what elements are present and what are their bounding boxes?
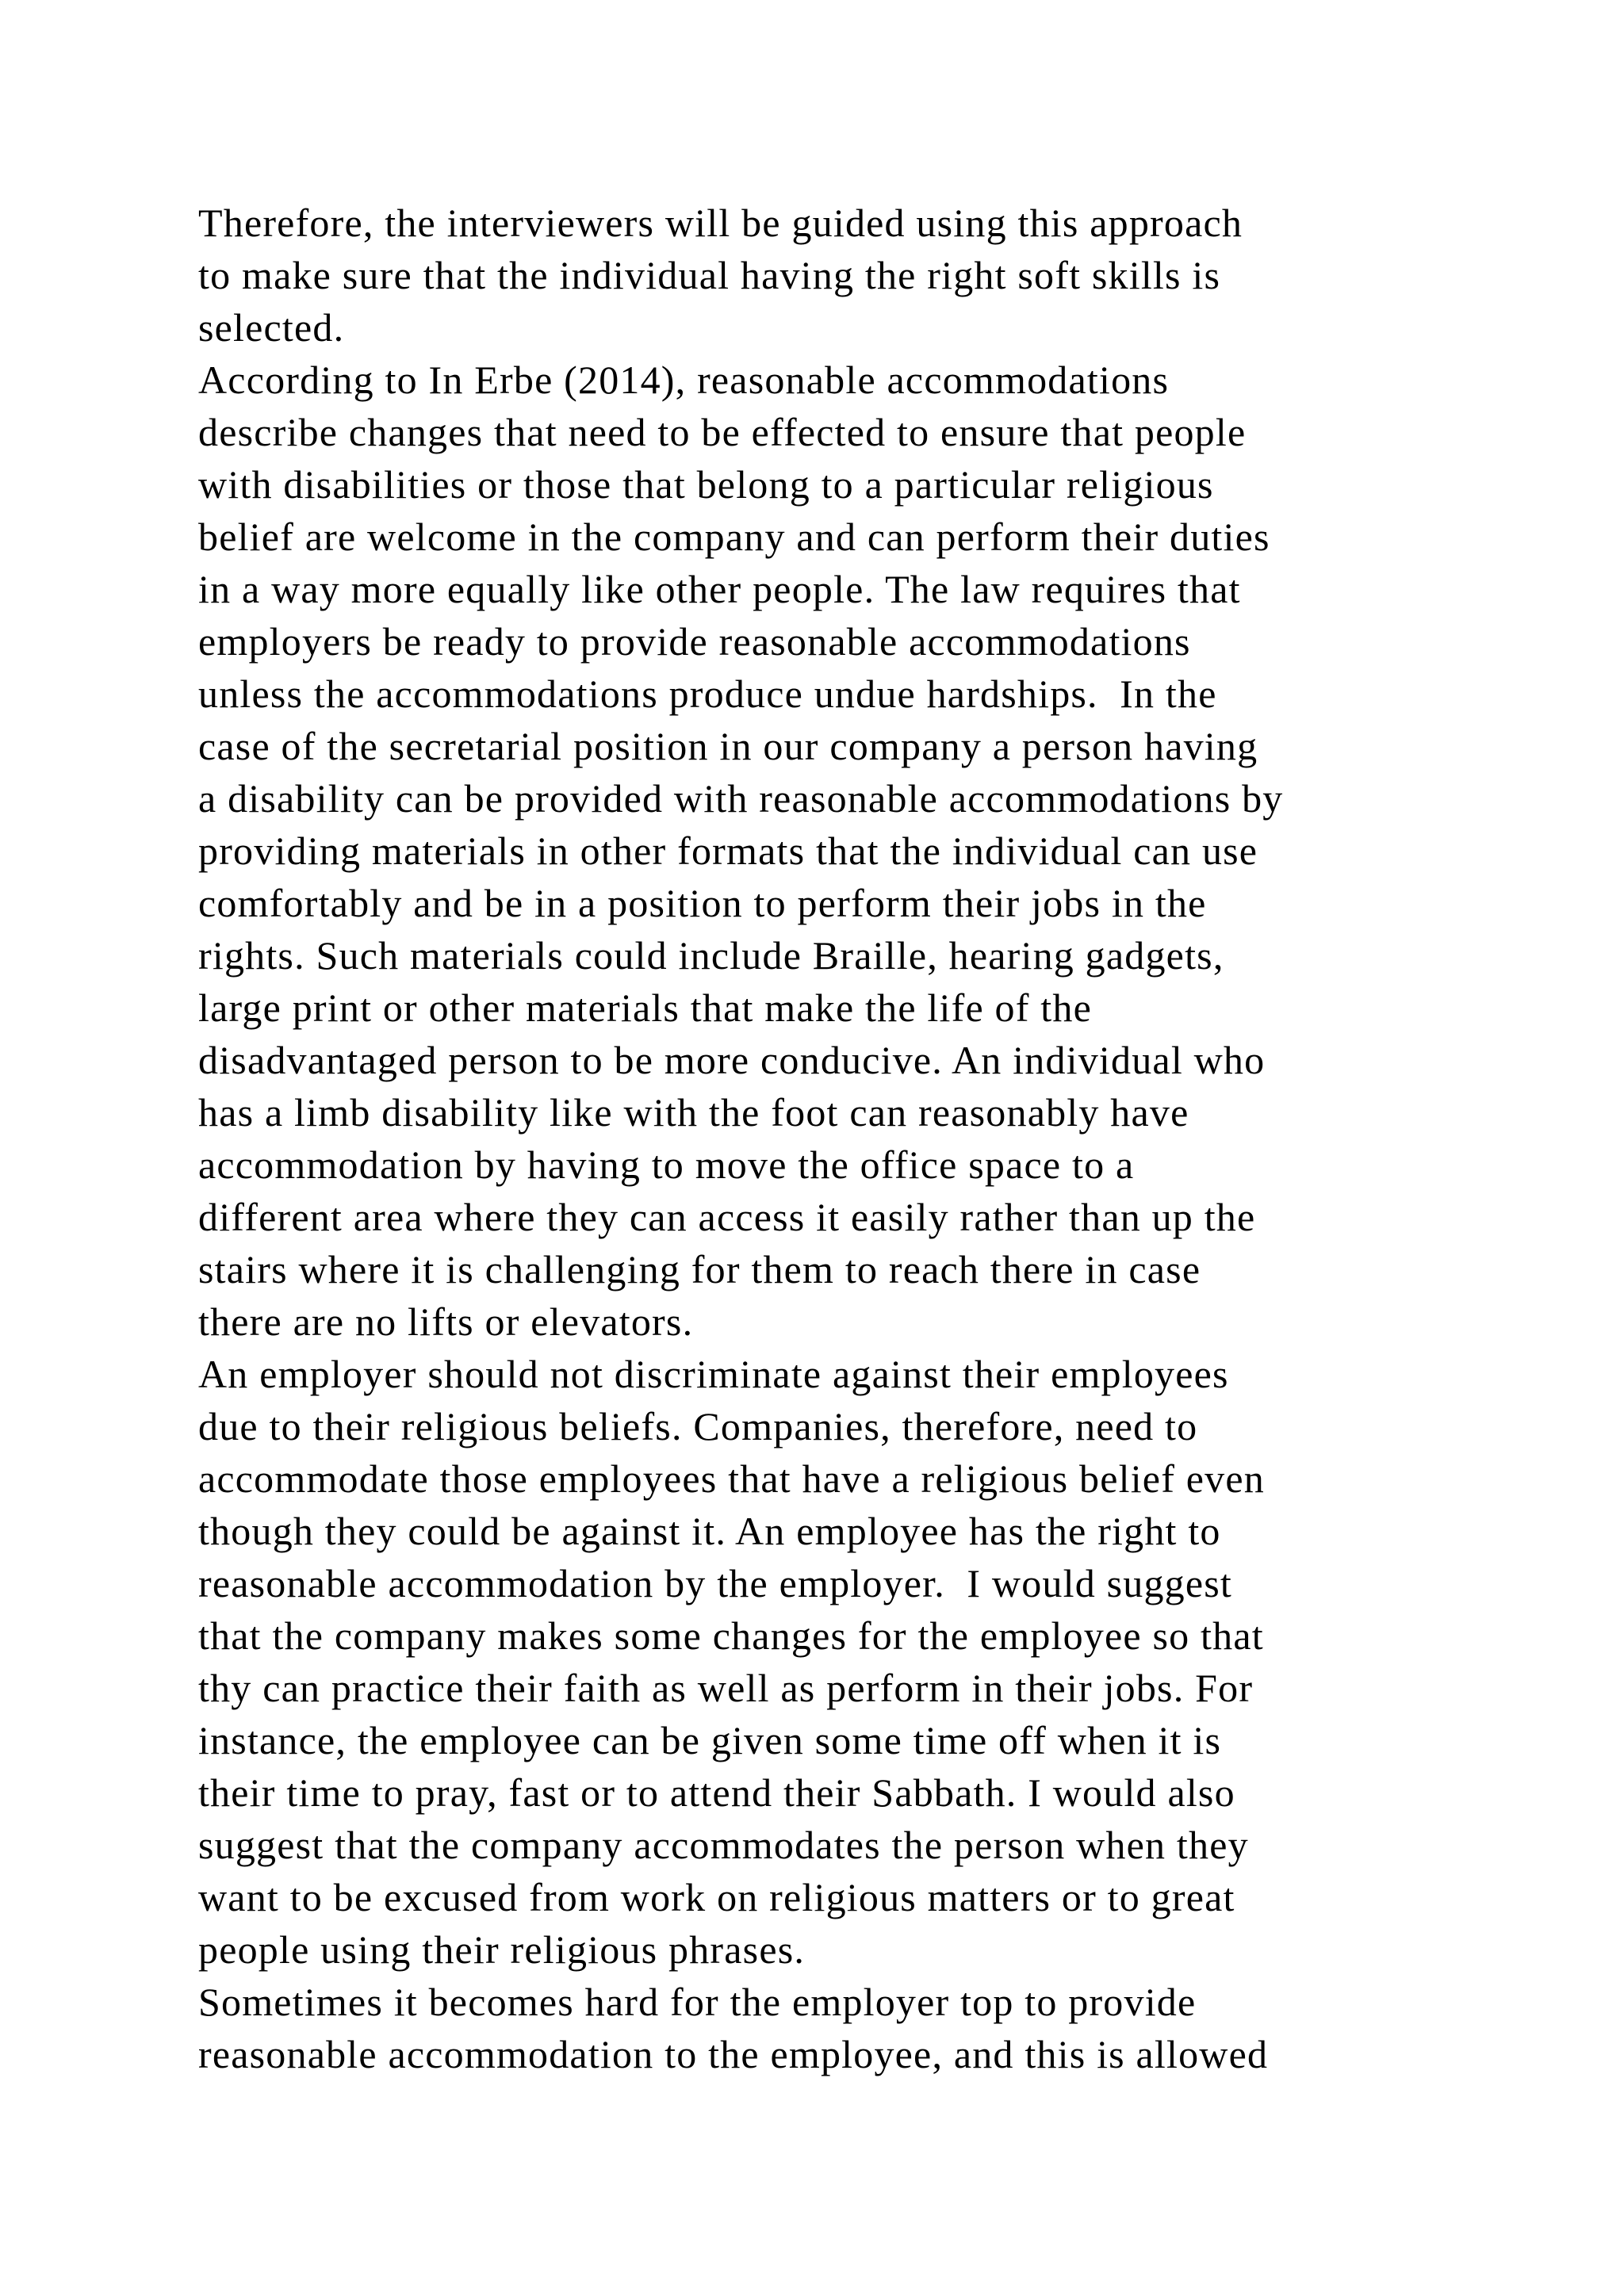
text-line: An employer should not discriminate against their employees (198, 1352, 1229, 1396)
text-line: reasonable accommodation by the employer. I would suggest (198, 1561, 1232, 1605)
text-line: their time to pray, fast or to attend their Sabbath. I would also (198, 1770, 1235, 1815)
text-line: want to be excused from work on religious matters or to great (198, 1875, 1235, 1919)
body-text (198, 197, 1499, 2080)
text-line: Therefore, the interviewers will be guided using this approach (198, 201, 1243, 245)
text-line: comfortably and be in a position to perform their jobs in the (198, 881, 1207, 925)
text-line: to make sure that the individual having the right soft skills is (198, 253, 1221, 297)
text-line: suggest that the company accommodates the person when they (198, 1823, 1249, 1867)
text-line: due to their religious beliefs. Companies, therefore, need to (198, 1404, 1198, 1448)
text-line: unless the accommodations produce undue hardships. In the (198, 672, 1217, 716)
text-line: with disabilities or those that belong to a particular religious (198, 462, 1214, 507)
text-line: accommodate those employees that have a religious belief even (198, 1456, 1265, 1501)
text-line: case of the secretarial position in our company a person having (198, 724, 1258, 768)
text-line: According to In Erbe (2014), reasonable accommodations (198, 358, 1170, 402)
text-line: rights. Such materials could include Braille, hearing gadgets, (198, 933, 1224, 978)
text-line: large print or other materials that make the life of the (198, 985, 1092, 1030)
text-line: has a limb disability like with the foot can reasonably have (198, 1090, 1189, 1135)
text-line: reasonable accommodation to the employee, and this is allowed (198, 2032, 1269, 2076)
text-line: belief are welcome in the company and can perform their duties (198, 515, 1270, 559)
text-line: selected. (198, 305, 345, 350)
text-line: though they could be against it. An employee has the right to (198, 1509, 1221, 1553)
text-line: in a way more equally like other people. The law requires that (198, 567, 1241, 611)
text-line: a disability can be provided with reasonable accommodations by (198, 776, 1284, 821)
text-line: disadvantaged person to be more conducive. An individual who (198, 1038, 1266, 1082)
text-line: providing materials in other formats that the individual can use (198, 828, 1258, 873)
text-line: employers be ready to provide reasonable accommodations (198, 619, 1191, 664)
text-line: accommodation by having to move the office space to a (198, 1142, 1135, 1187)
text-line: describe changes that need to be effected to ensure that people (198, 410, 1247, 454)
text-line: people using their religious phrases. (198, 1927, 806, 1972)
text-line: that the company makes some changes for the employee so that (198, 1613, 1264, 1658)
text-line: different area where they can access it easily rather than up the (198, 1195, 1256, 1239)
text-line: there are no lifts or elevators. (198, 1299, 694, 1344)
text-line: stairs where it is challenging for them to reach there in case (198, 1247, 1201, 1292)
text-line: instance, the employee can be given some time off when it is (198, 1718, 1222, 1762)
text-line: thy can practice their faith as well as perform in their jobs. For (198, 1666, 1254, 1710)
text-line: Sometimes it becomes hard for the employer top to provide (198, 1980, 1197, 2024)
